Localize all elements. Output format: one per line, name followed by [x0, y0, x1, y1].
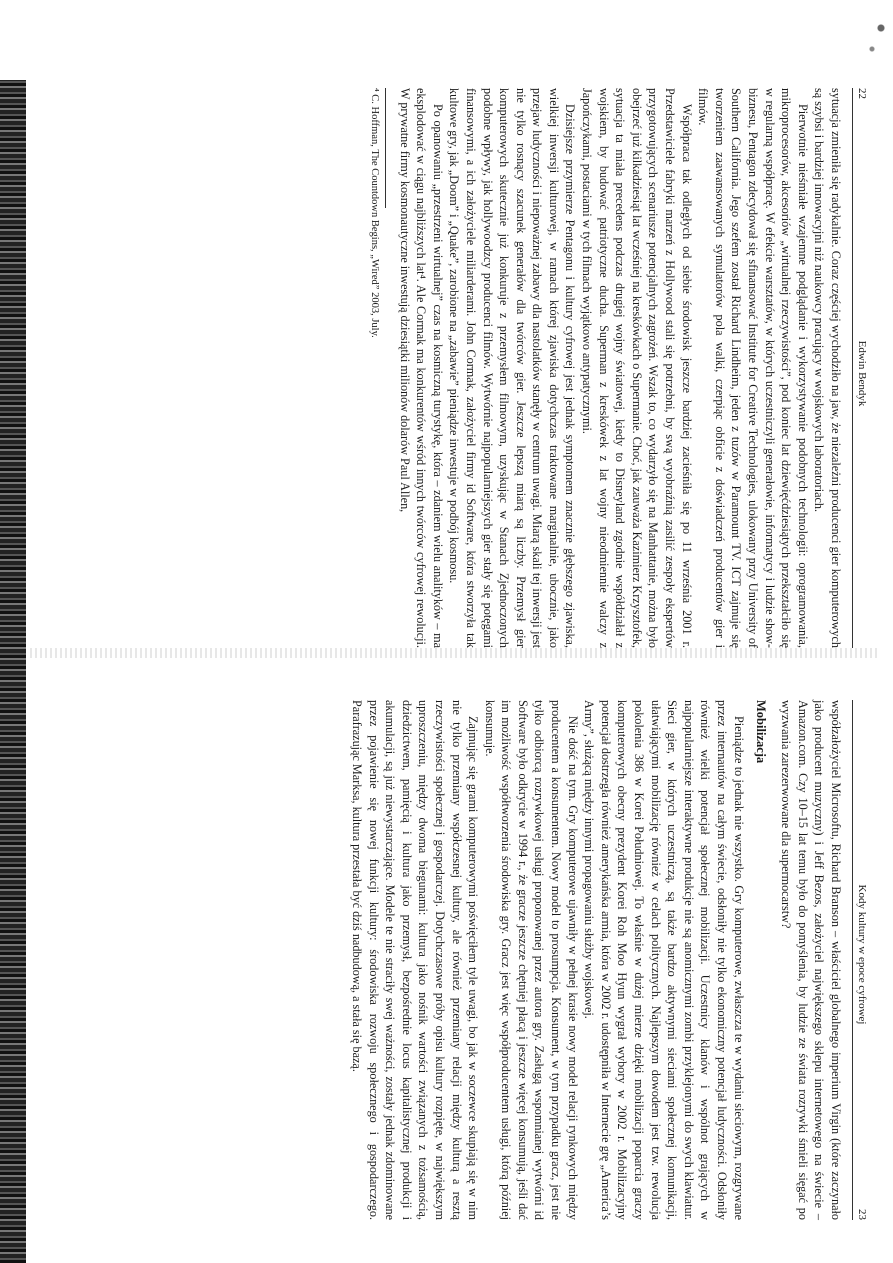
paragraph: Współpraca tak odległych od siebie środowisk jeszcze bardziej zacieśniła się po 11 września 2001 r. Przedstawiciele fabryki marzeń z Hollywood stali się potrzebni, by swą wyobraźnią zasilić zespoły ekspertów przygotowujących scenariusze potencjalnych zagrożeń. Wszak to, co wydarzyło się na Manhattanie, można było obejrzeć już kilkadziesiąt lat wcześniej na kreskówkach o Supermanie. Choć, jak zauważa Kazimierz Krzysztofek, sytuacja ta miała precedens podczas drugiej wojny światowej, kiedy to Disneyland zgodnie współdziałał z wojskiem, by budować patriotyczne ducha. Superman z kreskówek z lat wojny nieodmiennie walczy z Japończykami, postaciami w tych filmach wyjątkowo antypatycznymi. [580, 88, 694, 648]
page-number: 23 [856, 1209, 868, 1220]
body-text [348, 700, 844, 1220]
paragraph: Po opanowaniu „przestrzeni wirtualnej” czas na kosmiczną turystykę, która – zdaniem wielu analityków – ma eksplodować w ciągu najbliższych lat⁴. Ale Cormak ma konkurentów wśród innych twórców cyfrowej rewolucji. W prywatne firmy kosmonautyczne inwestują dziesiątki milionów dolarów Paul Allen, [397, 88, 445, 648]
page-number: 22 [856, 88, 868, 99]
paragraph: Pierwotnie nieśmiałe wzajemne podglądanie i wykorzystywanie podobnych technologii: oprogramowania, mikroprocesorów, akcesoriów „wirtualnej rzeczywistości”, pod koniec lat dziewięćdziesiątych przekształciło się w regularną współpracę. W efekcie warsztatów, w których uczestniczyli generałowie, informatycy i ludzie show-biznesu, Pentagon zdecydował się sfinansować Institute for Creative Technologies, ulokowany przy University of Southern California. Jego szefem został Richard Lindheim, jeden z tuzów w Paramount TV. ICT zajmuje się tworzeniem zaawansowanych symulatorów pola walki, czerpiąc obficie z doświadczeń producentów gier i filmów. [696, 88, 810, 648]
scan-edge-left [0, 80, 26, 1263]
book-gutter [30, 648, 880, 658]
body-text [396, 88, 844, 648]
footnote: ⁴ C. Hoffman, The Countdown Begins, „Wired” 2003, July. [368, 88, 380, 338]
section-heading: Mobilizacja [753, 700, 768, 764]
page-23 [178, 700, 868, 1220]
paragraph: sytuacja zmieniła się radykalnie. Coraz częściej wychodziło na jaw, że niezależni producenci gier komputerowych są szybsi i bardziej innowacyjni niż naukowcy pracujący w wojskowych laboratoriach. [812, 88, 843, 648]
paragraph: współzałożyciel Microsoftu, Richard Branson – właściciel globalnego imperium Virgin (które zaczynało jako producent muzyczny) i Jeff Bezos, założyciel największego sklepu internetowego na świecie – Amazon.com. Czy 10–15 lat temu było do pomyślenia, by ludzie ze świata rozrywki śmieli sięgać po wyzwania zarezerwowane dla supermocarstw? [779, 700, 843, 1220]
footnote-rule [385, 88, 386, 208]
running-header [852, 88, 868, 648]
paragraph: Zajmując się grami komputerowymi poświęciłem tyle uwagi, bo jak w soczewce skupiają się w nim nie tylko przemiany współczesnej kultury, ale również przemiany relacji między kulturą a resztą rzeczywistości społecznej i gospodarczej. Dotychczasowe próby opisu kultury rozpięte, w największym uproszczeniu, między dwoma biegunami: kultura jako nośnik wartości związanych z tożsamością, dziedzictwem, pamięcią i kultura jako przemysł, bezpośrednie locus kapitalistycznej produkcji i akumulacji, są już niewystarczające. Modele te nie straciły swej ważności, zostały jednak zdominowane przez pojawienie się nowej funkcji kultury: środowiska rozwoju społecznego i gospodarczego. Parafrazując Marksa, kultura przestała być dziś nadbudową, a stała się bazą. [349, 700, 481, 1220]
paragraph: Dzisiejsze przymierze Pentagonu i kultury cyfrowej jest jednak symptomem znacznie głębszego zjawiska, wielkiej inwersji kulturowej, w ramach której zjawiska dotychczas traktowane marginalnie, ubocznie, jako przejaw ludyczności i niepoważnej zabawy dla nastolatków stanęły w centrum uwagi. Miarą skali tej inwersji jest nie tylko rosnący szacunek generałów dla twórców gier. Jeszcze lepszą miarą są liczby. Przemysł gier komputerowych skutecznie już konkuruje z przemysłem filmowym, uzyskując w Stanach Zjednoczonych podobne wpływy, jak hollywoodzcy producenci filmów. Wytwórnie najpopularniejszych gier stały się potęgami finansowymi, a ich założyciele miliarderami. John Cormak, założyciel firmy id Software, która stworzyła tak kultowe gry, jak „Doom” i „Quake”, zarobione na „zabawie” pieniądze inwestuje w podbój kosmosu. [447, 88, 578, 648]
paragraph: Pieniądze to jednak nie wszystko. Gry komputerowe, zwłaszcza te w wydaniu sieciowym, rozgrywane przez internautów na całym świecie, odsłoniły nie tylko ekonomiczny potencjał ludyczności. Odsłoniły również wielki potencjał społecznej mobilizacji. Uczestnicy klanów i wspólnot grających w najpopularniejsze interaktywne produkcje nie są anomicznymi zombi przyklejonymi do swych klawiatur. Sieci gier, w których uczestniczą, są także bardzo aktywnymi sieciami społecznej komunikacji, ułatwiającymi mobilizację również w celach politycznych. Najlepszym dowodem jest tzw. rewolucja pokolenia 386 w Korei Południowej. To właśnie w dużej mierze dzięki mobilizacji poparcia graczy komputerowych obecny prezydent Korei Roh Moo Hyun wygrał wybory w 2002 r. Mobilizacyjny potencjał dostrzegła również amerykańska armia, która w 2002 r. udostępniła w Internecie grę „America’s Army”, służącą między innymi propagowaniu służby wojskowej. [582, 700, 746, 1220]
running-head: Kody kultury w epoce cyfrowej [856, 884, 868, 1025]
running-header [852, 700, 868, 1220]
page-22 [178, 88, 868, 648]
running-head: Edwin Bendyk [856, 340, 868, 407]
paragraph: Nie dość na tym. Gry komputerowe ujawniły w pełnej krasie nowy model relacji rynkowych między producentem a konsumentem. Nowy model to prosumpcja. Konsument, w tym przypadku gracz, jest nie tylko odbiorcą rozrywkowej usługi proponowanej przez autora gry. Zasługą wspomnianej wytwórni id Software było odkrycie w 1994 r., że gracze jeszcze chętniej płacą i jeszcze więcej konsumują, jeśli dać im możliwość współtworzenia środowiska gry. Gracz jest więc współproducentem usługi, którą później konsumuje. [482, 700, 580, 1220]
scan-speckle [863, 0, 893, 70]
